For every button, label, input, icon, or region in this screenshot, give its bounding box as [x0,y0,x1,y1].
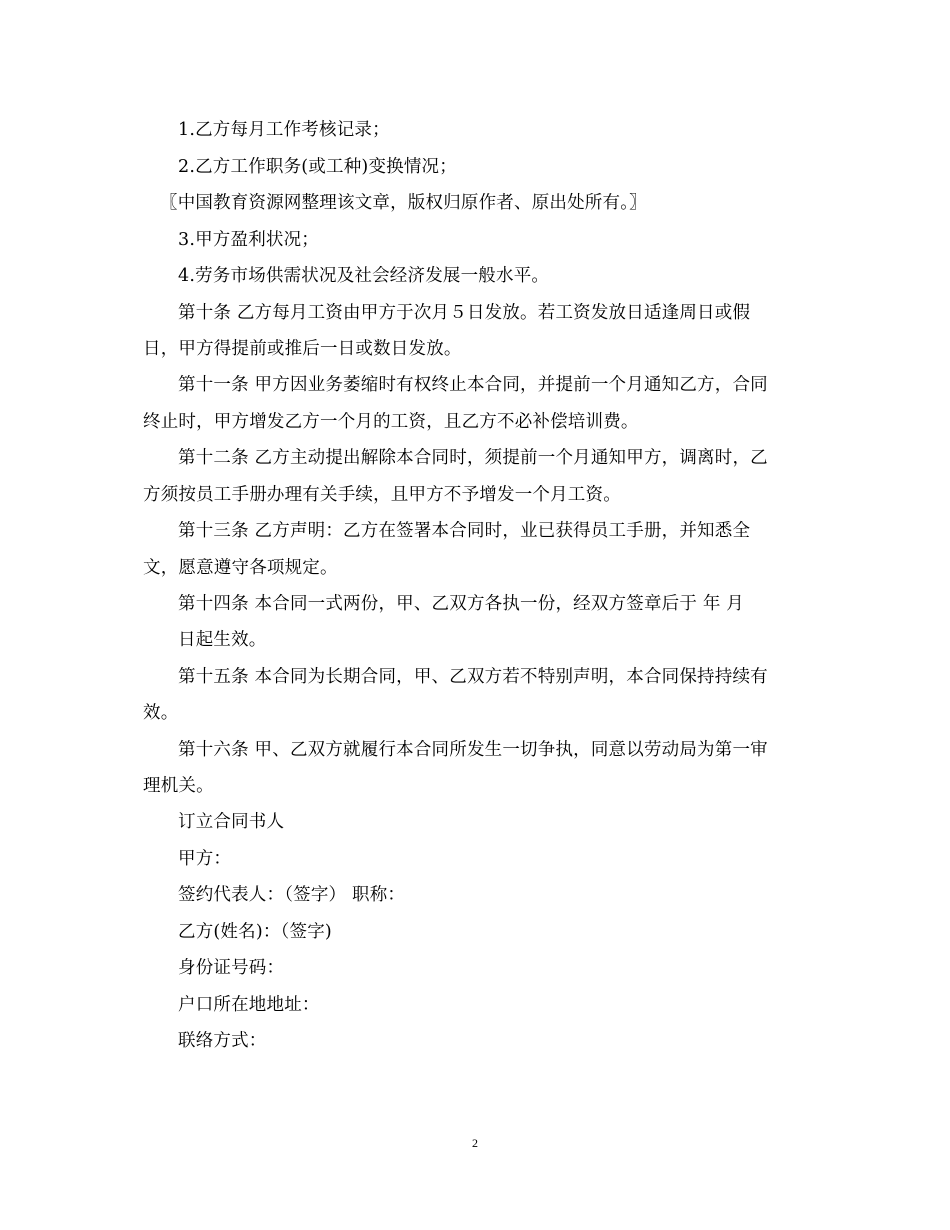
article-13-line-2: 文，愿意遵守各项规定。 [143,558,338,578]
article-10-line-2: 日，甲方得提前或推后一日或数日发放。 [143,339,462,359]
contact-field: 联络方式： [178,1031,267,1051]
party-a-field: 甲方： [178,849,232,869]
article-10-line-1: 第十条 乙方每月工资由甲方于次月５日发放。若工资发放日适逢周日或假 [178,303,751,323]
representative-field: 签约代表人：（签字） 职称： [178,885,406,905]
article-11-line-1: 第十一条 甲方因业务萎缩时有权终止本合同，并提前一个月通知乙方，合同 [178,375,768,395]
list-item-3: 3.甲方盈利状况； [178,230,319,250]
article-15-line-2: 效。 [143,703,179,723]
id-number-field: 身份证号码： [178,958,285,978]
source-notice: 〖中国教育资源网整理该文章，版权归原作者、原出处所有。〗 [160,193,647,213]
household-address-field: 户口所在地地址： [178,995,320,1015]
article-14-line-2: 日起生效。 [178,630,267,650]
article-14-line-1: 第十四条 本合同一式两份，甲、乙双方各执一份，经双方签章后于 年 月 [178,594,744,614]
list-item-4: 4.劳务市场供需状况及社会经济发展一般水平。 [178,266,550,286]
article-12-line-1: 第十二条 乙方主动提出解除本合同时，须提前一个月通知甲方，调离时，乙 [178,448,768,468]
article-12-line-2: 方须按员工手册办理有关手续，且甲方不予增发一个月工资。 [143,485,621,505]
article-15-line-1: 第十五条 本合同为长期合同，甲、乙双方若不特别声明，本合同保持持续有 [178,667,768,687]
article-11-line-2: 终止时，甲方增发乙方一个月的工资，且乙方不必补偿培训费。 [143,412,639,432]
article-16-line-1: 第十六条 甲、乙双方就履行本合同所发生一切争执，同意以劳动局为第一审 [178,740,768,760]
list-item-2: 2.乙方工作职务(或工种)变换情况； [178,157,457,177]
page-number: 2 [472,1136,478,1150]
article-13-line-1: 第十三条 乙方声明：乙方在签署本合同时，业已获得员工手册，并知悉全 [178,521,751,541]
article-16-line-2: 理机关。 [143,776,214,796]
list-item-1: 1.乙方每月工作考核记录； [178,120,390,140]
party-b-field: 乙方(姓名)：（签字) [178,922,332,942]
signatories-heading: 订立合同书人 [178,812,285,832]
